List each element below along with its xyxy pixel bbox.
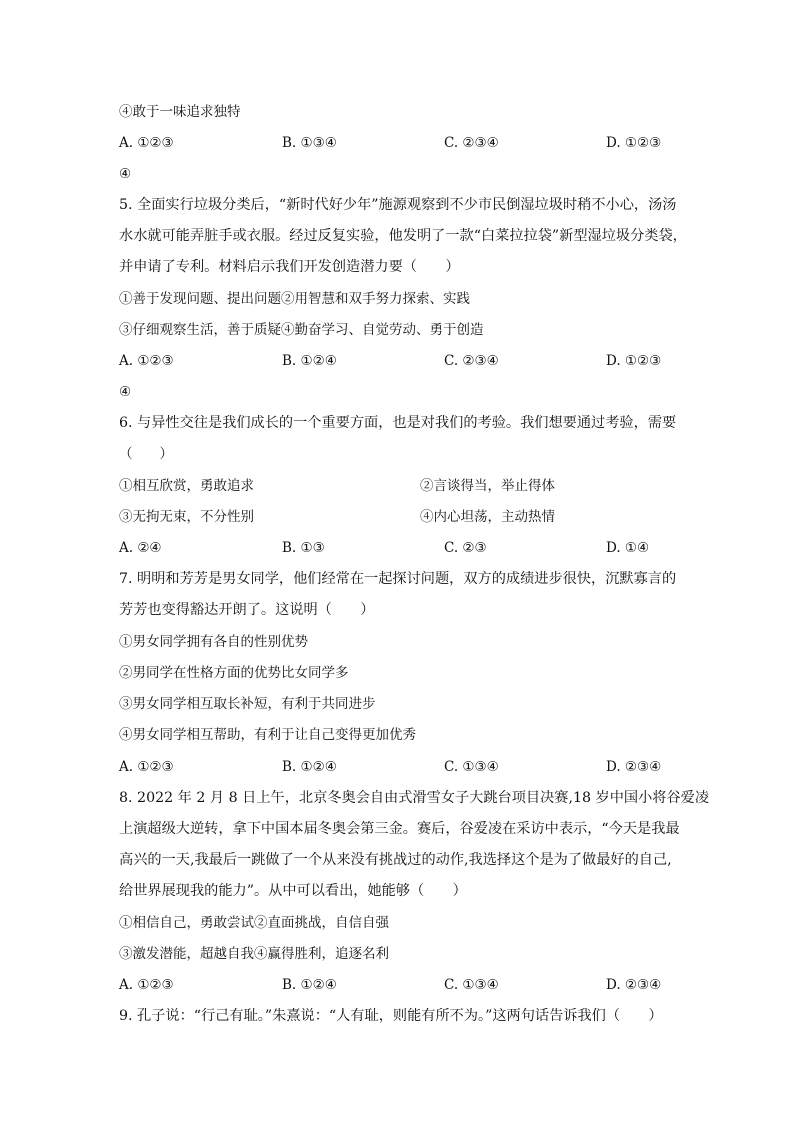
text-line: 并申请了专利。材料启示我们开发创造潜力要（ ） bbox=[119, 259, 460, 275]
text-line: 水水就可能弄脏手或衣服。经过反复实验，他发明了一款“白菜拉拉袋”新型湿垃圾分类袋， bbox=[119, 228, 687, 244]
text-line: ③激发潜能，超越自我④赢得胜利，追逐名利 bbox=[119, 946, 389, 962]
answer-option: A. ①②③ bbox=[119, 977, 174, 993]
choice-item: ③无拘无束，不分性别 bbox=[119, 509, 254, 525]
text-line: 高兴的一天,我最后一跳做了一个从来没有挑战过的动作,我选择这个是为了做最好的自己, bbox=[119, 852, 672, 868]
answer-option: D. ①②③ bbox=[606, 135, 662, 151]
text-line: ④男女同学相互帮助，有利于让自己变得更加优秀 bbox=[119, 727, 416, 743]
answer-option: C. ②③④ bbox=[444, 135, 499, 151]
text-line: （ ） bbox=[119, 446, 173, 462]
answer-option: C. ②③④ bbox=[444, 353, 499, 369]
answer-option: C. ①③④ bbox=[444, 759, 499, 775]
choice-item: ④内心坦荡，主动热情 bbox=[420, 509, 555, 525]
answer-option: B. ①②④ bbox=[282, 977, 337, 993]
question-9-text: 9. 孔子说：“行己有耻。”朱熹说：“人有耻，则能有所不为。”这两句话告诉我们（ ） bbox=[119, 1008, 663, 1024]
text-line: 给世界展现我的能力”。从中可以看出，她能够（ ） bbox=[119, 883, 467, 899]
choice-item: ①相互欣赏，勇敢追求 bbox=[119, 478, 254, 494]
question-8-text: 8. 2022 年 2 月 8 日上午，北京冬奥会自由式滑雪女子大跳台项目决赛,18 岁中国小将谷爱凌 bbox=[119, 790, 710, 806]
answer-option: A. ①②③ bbox=[119, 353, 174, 369]
text-line: ③仔细观察生活，善于质疑④勤奋学习、自觉劳动、勇于创造 bbox=[119, 322, 484, 338]
answer-option: C. ②③ bbox=[444, 540, 487, 556]
answer-option: B. ①②④ bbox=[282, 353, 337, 369]
answer-option: D. ①②③ bbox=[606, 353, 662, 369]
question-6-text: 6. 与异性交往是我们成长的一个重要方面，也是对我们的考验。我们想要通过考验，需要 bbox=[119, 415, 677, 431]
text-line: ①男女同学拥有各自的性别优势 bbox=[119, 634, 308, 650]
answer-option: C. ①③④ bbox=[444, 977, 499, 993]
answer-option: D. ②③④ bbox=[606, 759, 662, 775]
answer-option: A. ①②③ bbox=[119, 759, 174, 775]
question-7-text: 7. 明明和芳芳是男女同学，他们经常在一起探讨问题，双方的成绩进步很快，沉默寡言的 bbox=[119, 571, 677, 587]
text-line: ②男同学在性格方面的优势比女同学多 bbox=[119, 665, 349, 681]
text-line: ①善于发现问题、提出问题②用智慧和双手努力探索、实践 bbox=[119, 291, 470, 307]
text-line: ①相信自己，勇敢尝试②直面挑战，自信自强 bbox=[119, 915, 389, 931]
answer-option: B. ①②④ bbox=[282, 759, 337, 775]
text-line: ④ bbox=[119, 384, 132, 400]
answer-option: A. ②④ bbox=[119, 540, 162, 556]
answer-option: A. ①②③ bbox=[119, 135, 174, 151]
text-line: 芳芳也变得豁达开朗了。这说明（ ） bbox=[119, 602, 375, 618]
question-5-text: 5. 全面实行垃圾分类后，“新时代好少年”施源观察到不少市民倒湿垃圾时稍不小心，汤汤 bbox=[119, 197, 677, 213]
answer-option: D. ①④ bbox=[606, 540, 650, 556]
answer-option: B. ①③ bbox=[282, 540, 325, 556]
choice-item: ②言谈得当，举止得体 bbox=[420, 478, 555, 494]
text-line: ③男女同学相互取长补短，有利于共同进步 bbox=[119, 696, 376, 712]
answer-option: B. ①③④ bbox=[282, 135, 337, 151]
text-line: ④敢于一味追求独特 bbox=[119, 104, 241, 120]
text-line: ④ bbox=[119, 166, 132, 182]
answer-option: D. ②③④ bbox=[606, 977, 662, 993]
text-line: 上演超级大逆转，拿下中国本届冬奥会第三金。赛后，谷爱凌在采访中表示，“今天是我最 bbox=[119, 821, 680, 837]
